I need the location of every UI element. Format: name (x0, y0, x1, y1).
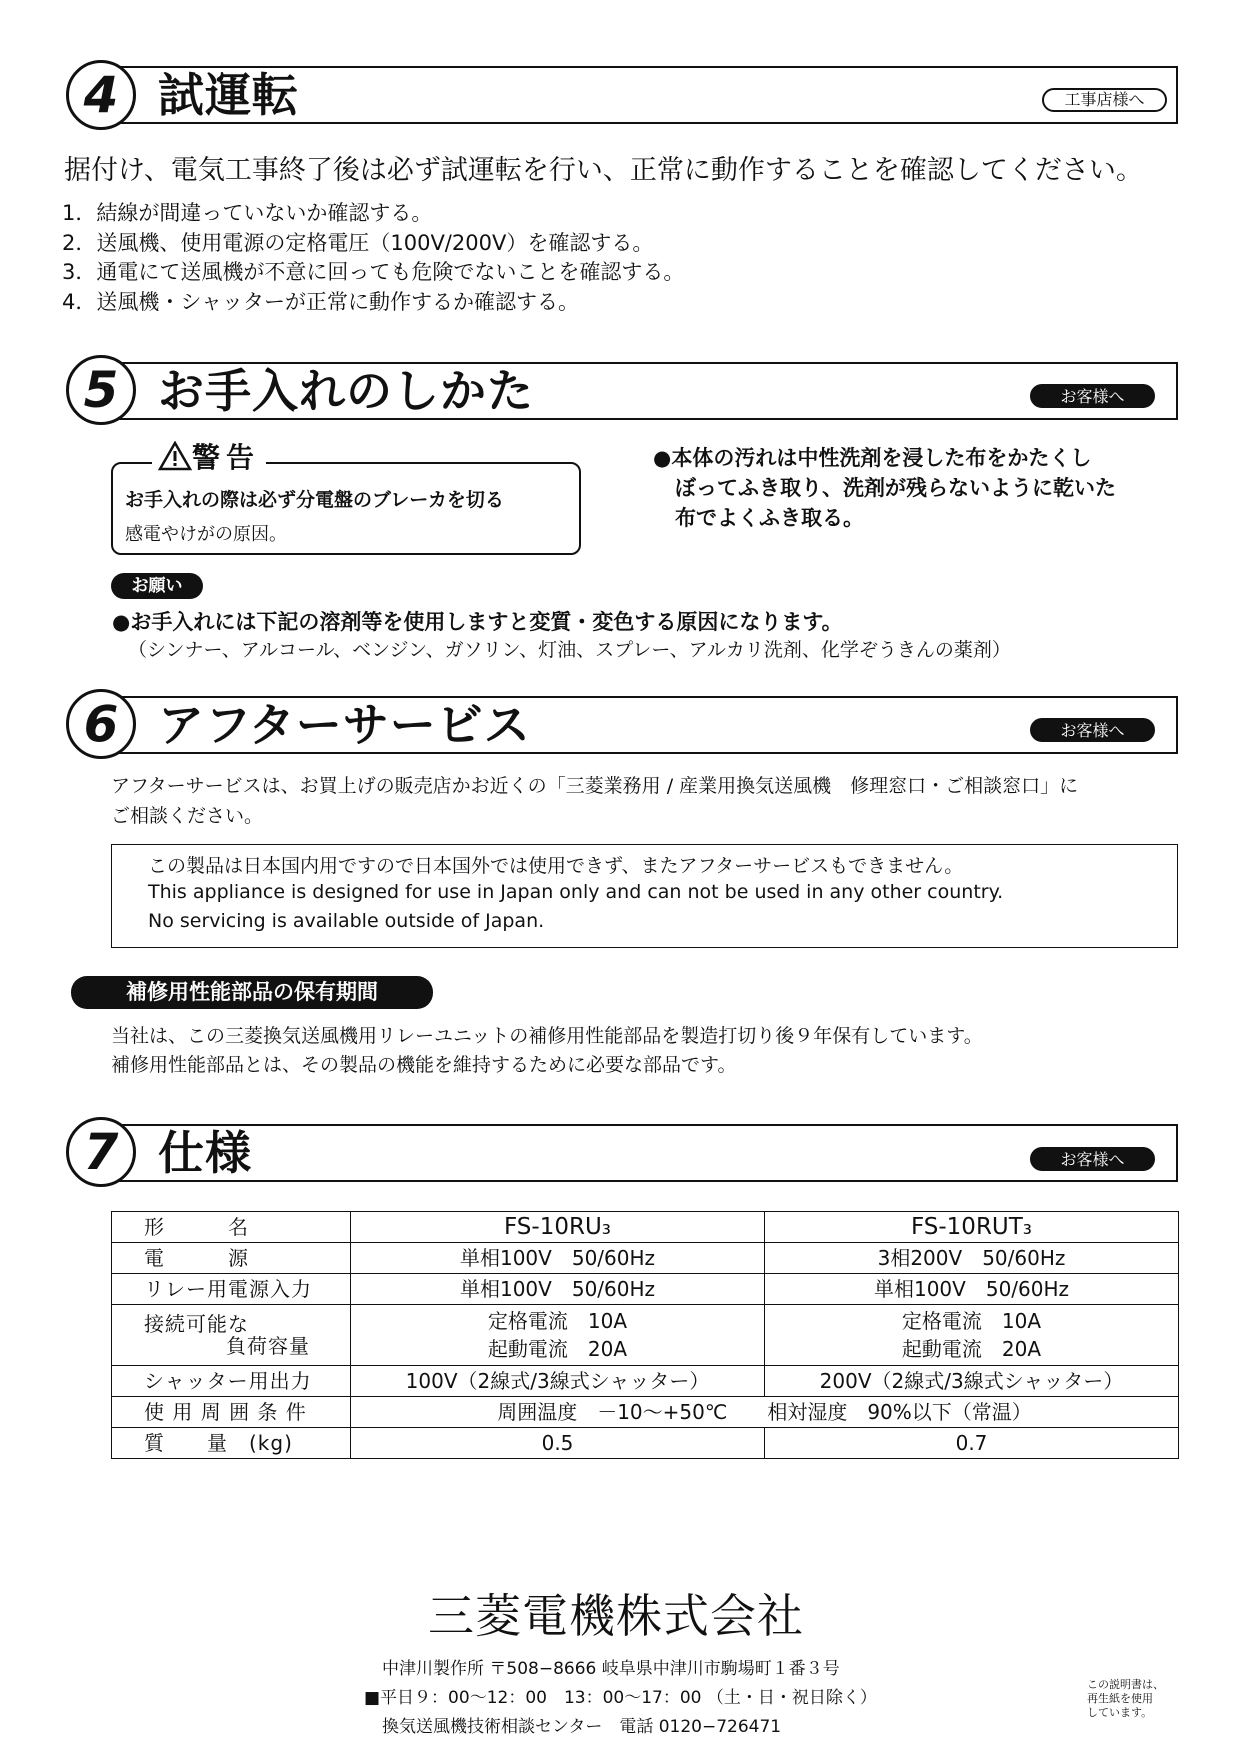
recycled-paper-note-3: しています。 (1087, 1706, 1153, 1719)
starting-current-1: 起動電流 20A (487, 1337, 628, 1361)
table-row (112, 1212, 1179, 1243)
parts-period-label: 補修用性能部品の保有期間 (71, 976, 433, 1009)
table-row (112, 1305, 1179, 1366)
load-capacity-2 (765, 1305, 1179, 1366)
model-1: FS-10RU₃ (351, 1212, 765, 1243)
model-2: FS-10RUT₃ (765, 1212, 1179, 1243)
relay-power-2: 単相100V 50/60Hz (765, 1274, 1179, 1305)
factory-address: 中津川製作所 〒508−8666 岐阜県中津川市駒場町１番３号 (382, 1659, 840, 1679)
load-capacity-label (112, 1305, 351, 1366)
shutter-output-2: 200V（2線式/3線式シャッター） (765, 1366, 1179, 1397)
table-row (112, 1428, 1179, 1459)
check-item-3: 3．通電にて送風機が不意に回っても危険でないことを確認する。 (62, 260, 685, 284)
relay-power-label: リレー用電源入力 (112, 1274, 351, 1305)
cleaning-bullet-line-2: ぼってふき取り、洗剤が残らないように乾いた (675, 476, 1116, 500)
mass-1: 0.5 (351, 1428, 765, 1459)
section-4-title: 試運転 (158, 68, 299, 122)
section-6-audience-tag: お客様へ (1030, 718, 1155, 742)
table-row (112, 1366, 1179, 1397)
section-4-lead: 据付け、電気工事終了後は必ず試運転を行い、正常に動作することを確認してください。 (64, 155, 1143, 186)
request-label: お願い (111, 573, 203, 599)
warning-heading (152, 440, 266, 476)
section-4-audience-tag: 工事店様へ (1042, 88, 1167, 112)
section-7-title: 仕様 (158, 1126, 252, 1180)
ambient-conditions: 周囲温度 －10～+50℃ 相対湿度 90%以下（常温） (351, 1397, 1179, 1428)
relay-power-1: 単相100V 50/60Hz (351, 1274, 765, 1305)
section-5-audience-tag: お客様へ (1030, 384, 1155, 408)
rated-current-1: 定格電流 10A (487, 1309, 628, 1333)
table-row (112, 1397, 1179, 1428)
check-item-2: 2．送風機、使用電源の定格電圧（100V/200V）を確認する。 (62, 231, 654, 255)
section-6-title: アフターサービス (158, 698, 531, 752)
notice-english-1: This appliance is designed for use in Japan only and can not be used in any other country. (148, 881, 1004, 903)
starting-current-2: 起動電流 20A (901, 1337, 1042, 1361)
load-label-line-1: 接続可能な (144, 1312, 249, 1336)
service-text-1: アフターサービスは、お買上げの販売店かお近くの「三菱業務用 / 産業用換気送風機 修理窓口・ご相談窓口」に (111, 775, 1079, 797)
rated-current-2: 定格電流 10A (901, 1309, 1042, 1333)
spec-table (111, 1211, 1179, 1459)
section-7-number: 7 (66, 1117, 136, 1187)
check-item-1: 1．結線が間違っていないか確認する。 (62, 201, 433, 225)
table-row (112, 1243, 1179, 1274)
recycled-paper-note-2: 再生紙を使用 (1087, 1692, 1153, 1705)
shutter-output-label: シャッター用出力 (112, 1366, 351, 1397)
recycled-paper-note-1: この説明書は、 (1087, 1678, 1164, 1691)
business-hours: ■平日９：00～12：00 13：00～17：00 （土・日・祝日除く） (364, 1688, 877, 1708)
cleaning-bullet-line-1: ●本体の汚れは中性洗剤を浸した布をかたくし (653, 446, 1092, 470)
section-6-number: 6 (66, 689, 136, 759)
service-text-2: ご相談ください。 (111, 805, 264, 827)
load-label-line-2: 負荷容量 (184, 1334, 310, 1358)
ambient-conditions-label: 使 用 周 囲 条 件 (112, 1397, 351, 1428)
warning-line-2: 感電やけがの原因。 (125, 524, 287, 545)
company-name: 三菱電機株式会社 (428, 1589, 804, 1643)
shutter-output-1: 100V（2線式/3線式シャッター） (351, 1366, 765, 1397)
table-row (112, 1274, 1179, 1305)
request-text: ●お手入れには下記の溶剤等を使用しますと変質・変色する原因になります。 (112, 610, 843, 634)
power-2: 3相200V 50/60Hz (765, 1243, 1179, 1274)
check-item-4: 4．送風機・シャッターが正常に動作するか確認する。 (62, 290, 579, 314)
mass-2: 0.7 (765, 1428, 1179, 1459)
warning-triangle-icon (158, 441, 192, 471)
warning-title: 警告 (192, 441, 261, 474)
parts-text-2: 補修用性能部品とは、その製品の機能を維持するために必要な部品です。 (111, 1054, 737, 1076)
load-capacity-1 (351, 1305, 765, 1366)
notice-japanese: この製品は日本国内用ですので日本国外では使用できず、またアフターサービスもできません。 (148, 855, 964, 877)
notice-english-2: No servicing is available outside of Japan. (148, 910, 545, 932)
section-5-number: 5 (66, 355, 136, 425)
model-label: 形 名 (112, 1212, 351, 1243)
warning-line-1: お手入れの際は必ず分電盤のブレーカを切る (125, 489, 504, 511)
request-solvents: （シンナー、アルコール、ベンジン、ガソリン、灯油、スプレー、アルカリ洗剤、化学ぞうきんの薬剤） (128, 639, 1011, 661)
mass-label: 質 量 (kg) (112, 1428, 351, 1459)
power-label: 電 源 (112, 1243, 351, 1274)
parts-text-1: 当社は、この三菱換気送風機用リレーユニットの補修用性能部品を製造打切り後９年保有しています。 (111, 1025, 983, 1047)
section-7-audience-tag: お客様へ (1030, 1147, 1155, 1171)
support-center: 換気送風機技術相談センター 電話 0120−726471 (382, 1717, 782, 1737)
power-1: 単相100V 50/60Hz (351, 1243, 765, 1274)
section-7-header-bar (115, 1124, 1178, 1182)
section-5-title: お手入れのしかた (158, 364, 534, 418)
cleaning-bullet-line-3: 布でよくふき取る。 (675, 506, 864, 530)
section-4-number: 4 (66, 60, 136, 130)
